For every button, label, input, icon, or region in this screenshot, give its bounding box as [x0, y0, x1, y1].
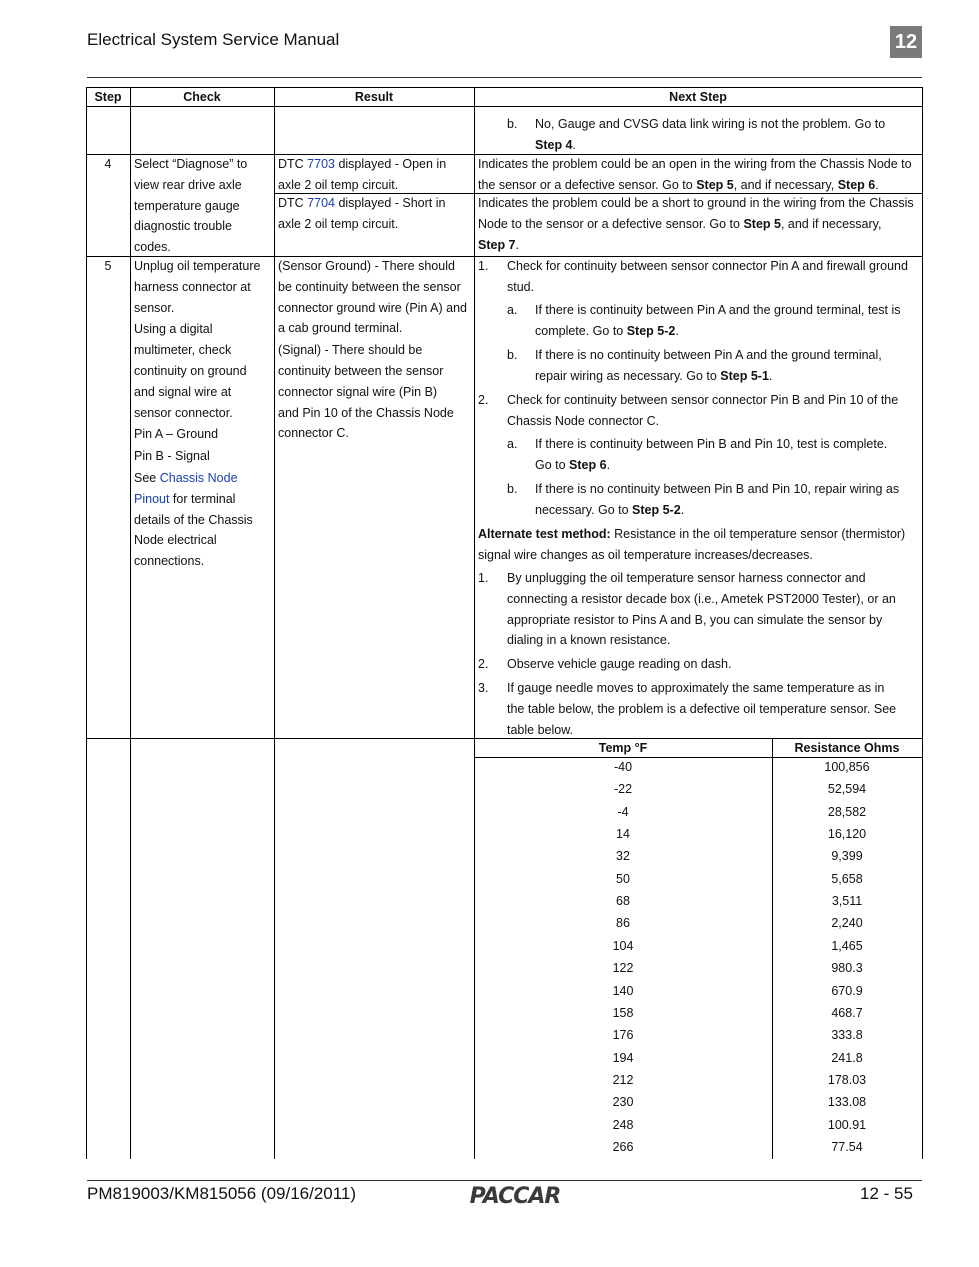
resistance-temp-cell: 266: [612, 1139, 634, 1154]
resistance-header-temp: Temp °F: [598, 741, 648, 755]
list-marker: 1.: [478, 259, 489, 273]
resistance-temp-cell: 176: [612, 1028, 634, 1043]
chassis-node-pinout-link[interactable]: Pinout: [134, 491, 170, 506]
resistance-ohms-cell: 980.3: [831, 961, 863, 976]
col-header-check: Check: [183, 90, 221, 104]
resistance-temp-cell: 86: [616, 916, 630, 931]
resistance-header-border: [474, 757, 923, 758]
col-header-next-step: Next Step: [669, 90, 727, 104]
next-step-text: If gauge needle moves to approximately the same temperature as in the table below, the problem is a defective oil temperature sensor. See table below.: [507, 681, 897, 737]
resistance-temp-cell: 50: [616, 871, 630, 886]
resistance-ohms-cell: 5,658: [831, 871, 863, 886]
page-title: Electrical System Service Manual: [87, 30, 340, 49]
resistance-temp-cell: -4: [617, 804, 629, 819]
resistance-temp-cell: 158: [612, 1005, 634, 1020]
resistance-temp-cell: 194: [612, 1050, 634, 1065]
next-step-text: If there is continuity between Pin A and the ground terminal, test is complete. Go to Step 5-2.: [535, 303, 901, 338]
col-header-result: Result: [354, 90, 394, 104]
resistance-temp-cell: 104: [612, 938, 634, 953]
check-text: Select “Diagnose” to view rear drive axle temperature gauge diagnostic trouble codes.: [134, 157, 248, 255]
resistance-temp-cell: -22: [613, 782, 633, 797]
resistance-header-ohms: Resistance Ohms: [794, 741, 900, 755]
dtc-link[interactable]: 7704: [307, 196, 335, 210]
result-text: DTC 7704 displayed - Short in axle 2 oil temp circuit.: [278, 196, 446, 231]
resistance-ohms-cell: 333.8: [831, 1028, 863, 1043]
footer-rule: [87, 1180, 922, 1181]
resistance-ohms-cell: 16,120: [827, 827, 867, 842]
resistance-ohms-cell: 52,594: [827, 782, 867, 797]
chapter-number-badge: 12: [890, 26, 922, 58]
paccar-logo-text: PACCAR: [469, 1184, 561, 1207]
resistance-ohms-cell: 133.08: [827, 1095, 867, 1110]
resistance-ohms-cell: 2,240: [831, 916, 863, 931]
resistance-ohms-cell: 77.54: [831, 1139, 863, 1154]
next-step-text: Indicates the problem could be an open in the wiring from the Chassis Node to the sensor or a defective sensor. Go to Step 5, and if necessary, Step 6.: [478, 157, 912, 192]
list-marker: b.: [507, 348, 518, 362]
resistance-temp-cell: 212: [612, 1072, 634, 1087]
step-reference: Step 4: [535, 137, 573, 152]
header-bottom-border: [86, 106, 923, 107]
resistance-temp-cell: 32: [616, 849, 630, 864]
table-divider-check: [274, 87, 275, 1159]
alternate-test-method: Alternate test method: Resistance in the oil temperature sensor (thermistor) signal wire changes as oil temperature increases/decreases.: [478, 527, 906, 562]
next-step-text: By unplugging the oil temperature sensor harness connector and connecting a resistor decade box (i.e., Ametek PST2000 Tester), or an appropriate resistor to Pins A and B, you can simulate the sensor by dialing in a known resistance.: [507, 571, 896, 648]
resistance-ohms-cell: 100,856: [824, 760, 870, 774]
resistance-ohms-cell: 3,511: [831, 894, 863, 909]
paccar-logo-icon: [462, 1183, 568, 1207]
resistance-ohms-cell: 28,582: [827, 804, 867, 819]
resistance-temp-cell: 122: [612, 961, 634, 976]
list-marker: b.: [507, 482, 518, 496]
resistance-temp-cell: 248: [612, 1117, 634, 1132]
step-number: 5: [104, 259, 112, 273]
resistance-ohms-cell: 670.9: [831, 983, 863, 998]
table-divider-result: [474, 87, 475, 1159]
next-step-text: If there is no continuity between Pin B and Pin 10, repair wiring as necessary. Go to Step 5-2.: [535, 482, 900, 517]
step-number: 4: [104, 157, 112, 171]
resistance-ohms-cell: 9,399: [831, 849, 863, 864]
list-marker: 2.: [478, 393, 489, 407]
resistance-ohms-cell: 178.03: [827, 1072, 867, 1087]
check-text: Unplug oil temperature harness connector at sensor. Using a digital multimeter, check continuity on ground and signal wire at sensor connector. Pin A – Ground Pin B - Signal See Chassis Node Pinout for terminal details of the Chassis Node electrical connections.: [134, 259, 261, 569]
resistance-ohms-cell: 468.7: [831, 1005, 863, 1020]
list-marker: 3.: [478, 681, 489, 695]
resistance-ohms-cell: 1,465: [831, 938, 863, 953]
result-text: DTC 7703 displayed - Open in axle 2 oil temp circuit.: [278, 157, 447, 192]
next-step-text: No, Gauge and CVSG data link wiring is not the problem. Go to Step 4.: [535, 117, 886, 152]
document-number: PM819003/KM815056 (09/16/2011): [87, 1184, 357, 1203]
resistance-temp-cell: 230: [612, 1095, 634, 1110]
col-header-step: Step: [94, 90, 122, 104]
list-marker: 2.: [478, 657, 489, 671]
next-step-text: Observe vehicle gauge reading on dash.: [507, 657, 732, 671]
resistance-ohms-cell: 241.8: [831, 1050, 863, 1065]
result-text: (Sensor Ground) - There should be continuity between the sensor connector ground wire (Pin A) and a cab ground terminal. (Signal) - There should be continuity between the sensor connector signal wire (Pin B) and Pin 10 of the Chassis Node connector C.: [278, 259, 467, 441]
next-step-text: Check for continuity between sensor connector Pin B and Pin 10 of the Chassis Node connector C.: [507, 393, 899, 428]
table-border-right: [922, 87, 923, 1159]
table-border-left: [86, 87, 87, 1159]
resistance-ohms-cell: 100.91: [827, 1117, 867, 1132]
list-marker: a.: [507, 303, 518, 317]
table-top-border: [86, 87, 923, 88]
list-marker: 1.: [478, 571, 489, 585]
next-step-text: Indicates the problem could be a short to ground in the wiring from the Chassis Node to the sensor or a defective sensor. Go to Step 5, and if necessary, Step 7.: [478, 196, 914, 252]
resistance-temp-cell: 14: [616, 827, 630, 842]
next-step-text: If there is continuity between Pin B and Pin 10, test is complete. Go to Step 6.: [535, 437, 888, 472]
next-step-text: If there is no continuity between Pin A and the ground terminal, repair wiring as necessary. Go to Step 5-1.: [535, 348, 882, 383]
chassis-node-pinout-link[interactable]: Chassis Node: [159, 470, 238, 485]
table-divider-step: [130, 87, 131, 1159]
next-step-text: Check for continuity between sensor connector Pin A and firewall ground stud.: [507, 259, 908, 294]
resistance-temp-cell: -40: [613, 760, 633, 774]
page-number: 12 - 55: [860, 1184, 913, 1203]
list-marker: a.: [507, 437, 518, 451]
dtc-link[interactable]: 7703: [307, 157, 335, 171]
paccar-logo: [462, 1183, 568, 1212]
resistance-temp-cell: 68: [616, 894, 630, 909]
header-rule: [87, 77, 922, 78]
list-marker: b.: [507, 117, 518, 131]
resistance-temp-cell: 140: [612, 983, 634, 998]
